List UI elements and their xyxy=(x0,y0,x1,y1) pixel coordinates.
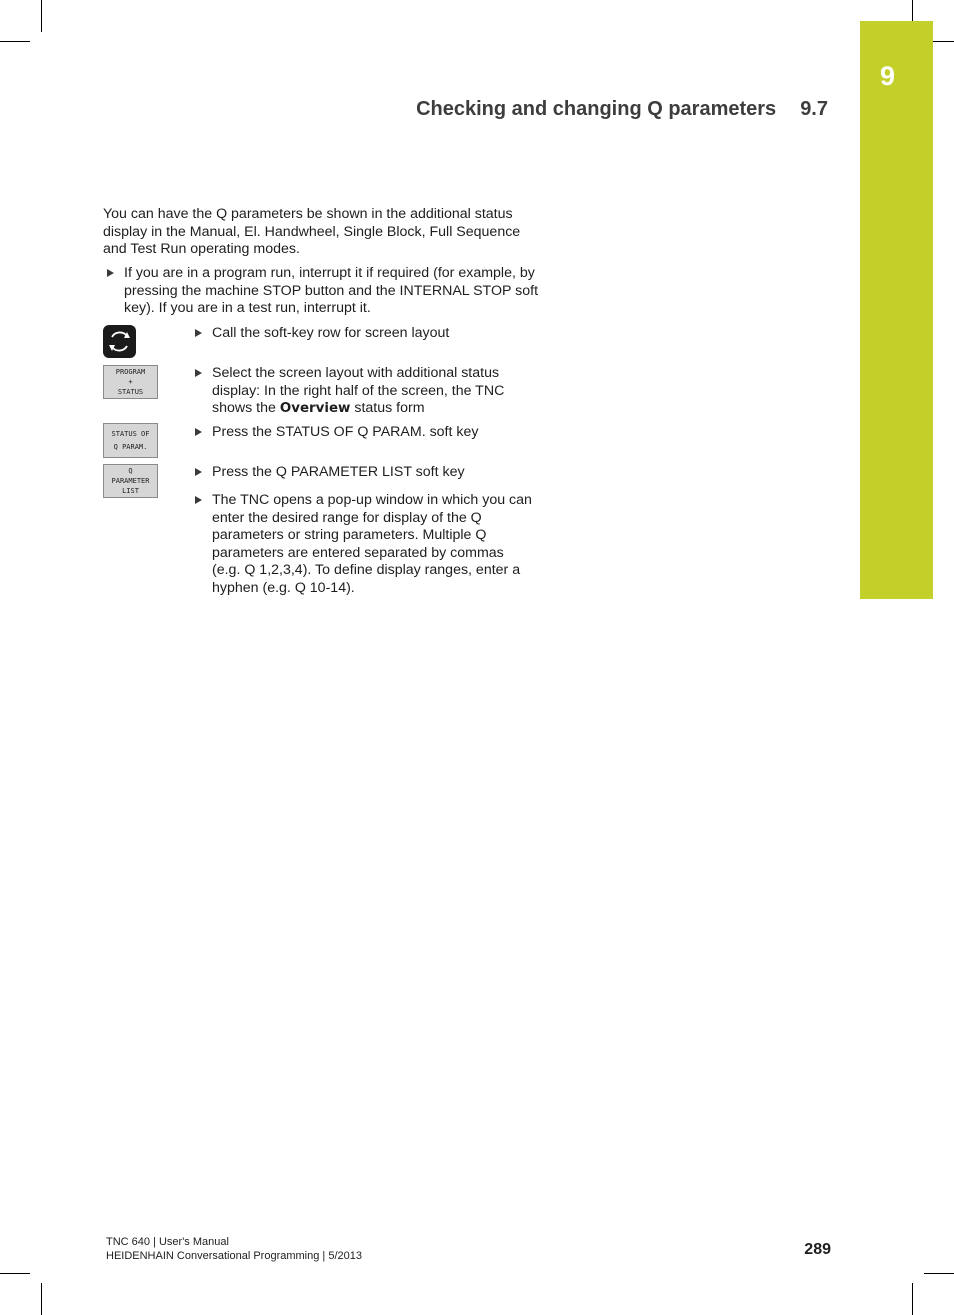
section-title: Checking and changing Q parameters xyxy=(416,98,777,120)
footer-manual-title: TNC 640 | User's Manual xyxy=(106,1236,229,1248)
softkey-label: PROGRAM xyxy=(115,368,146,376)
crop-mark xyxy=(0,41,30,42)
softkey-label: LIST xyxy=(122,487,139,495)
page-footer xyxy=(106,1235,362,1263)
step-press-list: Press the Q PARAMETER LIST soft key xyxy=(212,464,465,480)
bullet-arrow-icon xyxy=(195,369,202,377)
chapter-number: 9 xyxy=(879,61,896,91)
softkey-label: PARAMETER xyxy=(111,477,150,485)
step-call-softkey-row: Call the soft-key row for screen layout xyxy=(212,325,450,341)
crop-mark xyxy=(924,1273,954,1274)
softkey-label: Q PARAM. xyxy=(113,442,148,451)
bullet-arrow-icon xyxy=(107,269,114,277)
chapter-tab xyxy=(860,21,933,599)
step-select-layout xyxy=(212,365,532,418)
crop-mark xyxy=(0,1273,30,1274)
step-press-status: Press the STATUS OF Q PARAM. soft key xyxy=(212,424,479,440)
bullet-arrow-icon xyxy=(195,428,202,436)
bullet-arrow-icon xyxy=(195,468,202,476)
step-text: status form xyxy=(350,400,425,417)
bullet-arrow-icon xyxy=(195,329,202,337)
bullet-arrow-icon xyxy=(195,496,202,504)
program-status-softkey[interactable] xyxy=(103,365,158,399)
softkey-label: + xyxy=(128,378,133,386)
step-popup-explanation: The TNC opens a pop-up window in which you can enter the desired range for display of the Q parameters or string parameters. Multiple Q parameters are entered separated by commas (e.g. Q 1,2,3,4). To define display ranges, enter a hyphen (e.g. Q 10-14). xyxy=(212,492,532,596)
crop-mark xyxy=(41,1283,42,1315)
page-number: 289 xyxy=(804,1241,831,1258)
crop-mark xyxy=(41,0,42,32)
crop-mark xyxy=(912,1283,913,1315)
status-of-q-param-softkey[interactable] xyxy=(103,423,158,458)
footer-publisher: HEIDENHAIN Conversational Programming | 5/2013 xyxy=(106,1250,362,1262)
intro-paragraph: You can have the Q parameters be shown in the additional status display in the Manual, El. Handwheel, Single Block, Full Sequence and Test Run operating modes. xyxy=(103,206,521,258)
step-text: Select the screen layout with additional status display: In the right half of the screen, the TNC shows the xyxy=(212,365,505,417)
overview-keyword: Overview xyxy=(279,401,351,417)
running-header xyxy=(416,98,828,121)
q-parameter-list-softkey[interactable] xyxy=(103,464,158,498)
step-interrupt: If you are in a program run, interrupt it if required (for example, by pressing the machine STOP button and the INTERNAL STOP soft key). If you are in a test run, interrupt it. xyxy=(124,265,539,317)
section-number: 9.7 xyxy=(800,98,828,120)
softkey-label: STATUS xyxy=(117,388,144,396)
softkey-label: Q xyxy=(128,467,133,475)
screen-layout-key-icon[interactable] xyxy=(103,325,136,358)
rotate-arrows-icon xyxy=(103,325,136,358)
softkey-label: STATUS OF xyxy=(111,429,150,438)
